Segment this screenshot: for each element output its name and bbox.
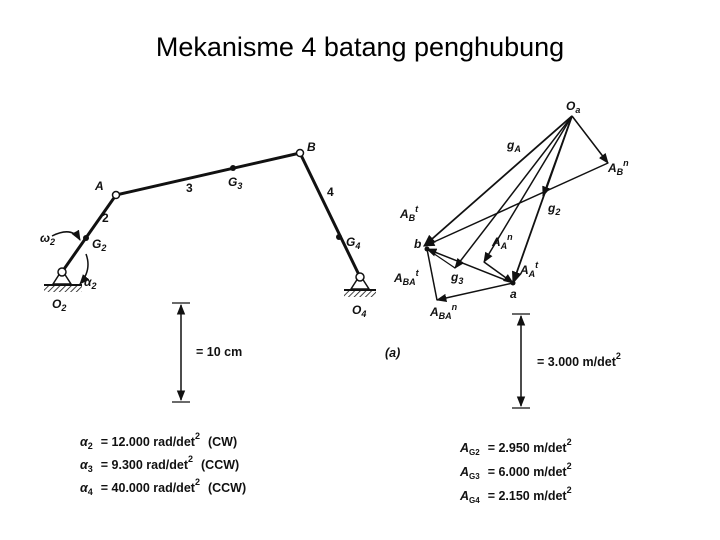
ground-pivot-O2	[44, 268, 82, 292]
AG4-row: $A_{G4} = 2.150$ $m/\det^2$	[460, 485, 572, 505]
acceleration-scale-bar	[512, 314, 621, 408]
link-3-coupler	[116, 153, 300, 195]
vector-ABAn	[437, 283, 513, 300]
label-O2: $O_2$	[52, 297, 67, 313]
acceleration-scale-label: = 3.000 $m/\det^2$	[537, 351, 621, 369]
vector-ABAt	[427, 249, 513, 283]
link-4-rocker	[300, 153, 360, 277]
label-alpha2: $\alpha_2$	[84, 275, 97, 291]
angular-acceleration-list	[80, 431, 246, 497]
joint-B	[297, 150, 304, 157]
label-ABt: $A_B^t$	[400, 204, 419, 223]
alpha2-row: $\alpha_2 = 12.000$ rad/$\det^2$ (CW)	[80, 431, 238, 451]
length-scale-bar	[172, 303, 242, 402]
label-omega2: $\omega_2$	[40, 231, 56, 247]
construction-line-2	[572, 116, 608, 163]
label-B: B	[307, 140, 316, 154]
AG2-row: $A_{G2} = 2.950$ $m/\det^2$	[460, 437, 572, 457]
ground-pivot-O4	[344, 273, 376, 297]
label-AAn: $A_A^n$	[492, 232, 513, 251]
vector-ABt	[425, 163, 608, 246]
label-AAt: $A_A^t$	[520, 260, 539, 279]
label-g3: $g_3$	[451, 270, 464, 286]
centroid-G4	[336, 234, 342, 240]
label-O4: $O_4$	[352, 303, 367, 319]
label-ABn: $A_B^n$	[608, 158, 629, 177]
label-link-3: 3	[186, 181, 193, 195]
label-link-2: 2	[102, 211, 109, 225]
AG3-row: $A_{G3} = 6.000$ $m/\det^2$	[460, 461, 572, 481]
construction-line-1	[427, 249, 437, 300]
figure-caption: (a)	[385, 346, 401, 360]
centroid-G3	[230, 165, 236, 171]
label-G2: $G_2$	[92, 237, 107, 253]
four-bar-linkage	[40, 140, 376, 319]
label-b: b	[414, 237, 422, 251]
alpha4-row: $\alpha_4 = 40.000$ rad/$\det^2$ (CCW)	[80, 477, 247, 497]
label-A: A	[95, 179, 104, 193]
point-a	[511, 281, 516, 286]
centroid-G2	[83, 235, 89, 241]
length-scale-label: = 10 cm	[196, 345, 243, 359]
label-G3: $G_3$	[228, 175, 243, 191]
linear-acceleration-list	[459, 437, 572, 505]
joint-A	[113, 192, 120, 199]
label-ABAn: $A_{BA}^n$	[430, 302, 458, 321]
label-a: a	[510, 287, 517, 301]
omega2-arc	[52, 232, 80, 240]
point-b	[425, 247, 430, 252]
label-link-4: 4	[327, 185, 334, 199]
slide-title: Mekanisme 4 batang penghubung	[155, 32, 565, 62]
link-2-crank	[62, 195, 116, 272]
label-gA: $g_A$	[507, 138, 521, 154]
label-g2: $g_2$	[548, 201, 561, 217]
label-ABAt: $A_{BA}^t$	[394, 268, 419, 287]
acceleration-polygon	[393, 99, 629, 321]
alpha3-row: $\alpha_3 = 9.300$ rad/$\det^2$ (CCW)	[80, 454, 240, 474]
label-Oa: $O_a$	[566, 99, 581, 115]
label-G4: $G_4$	[346, 235, 361, 251]
